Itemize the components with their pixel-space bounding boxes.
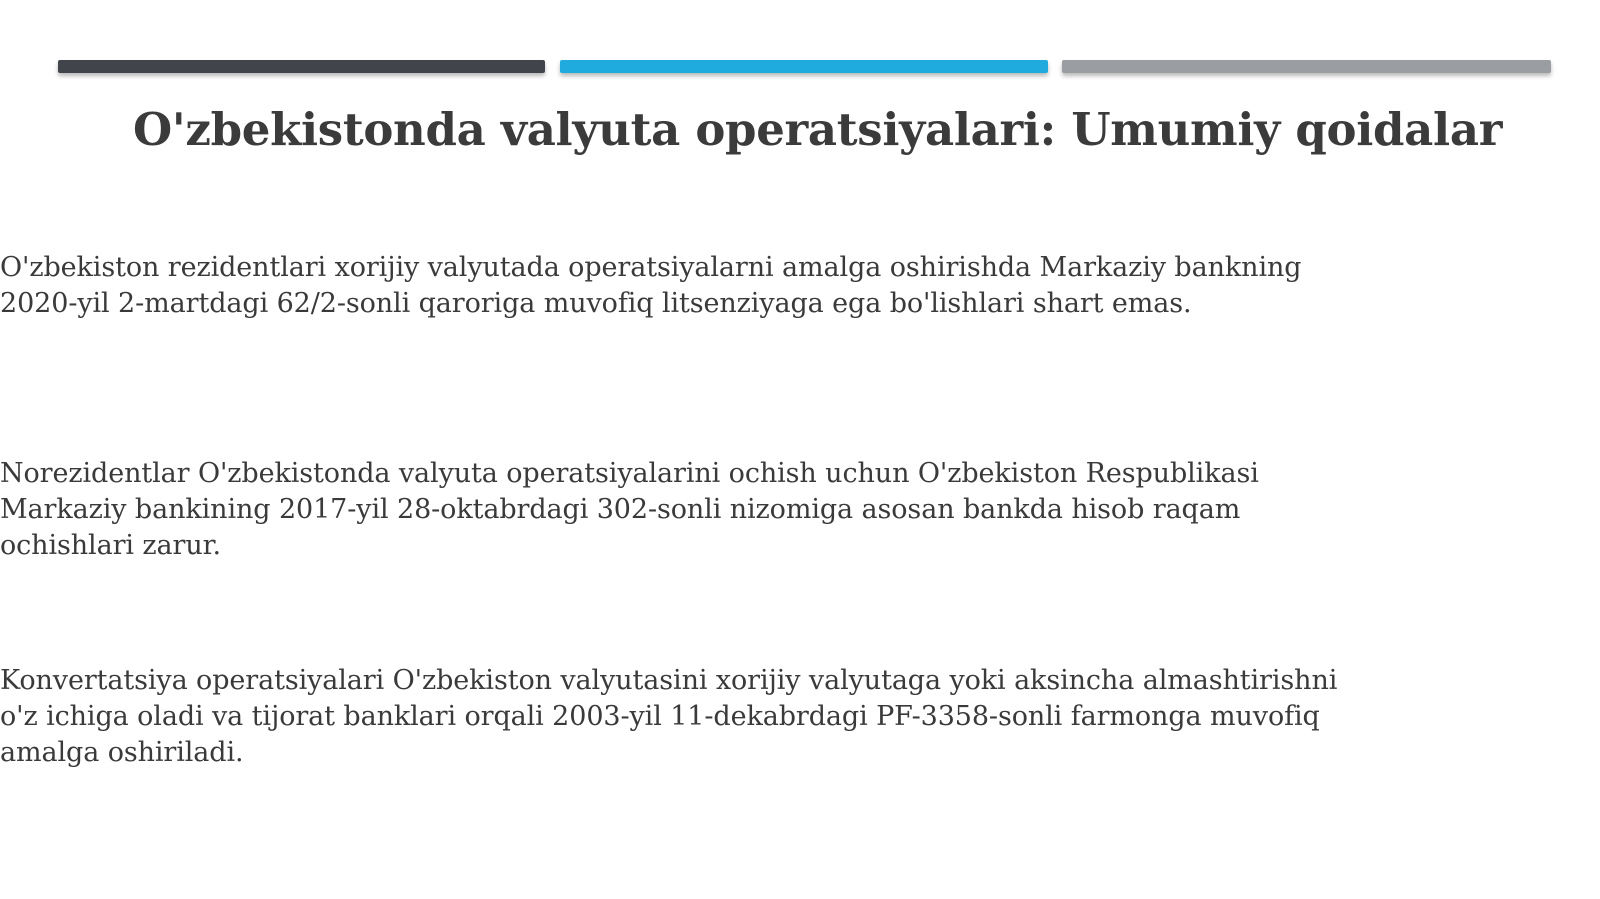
accent-bar-gray [1062,60,1551,73]
slide-title: O'zbekistonda valyuta operatsiyalari: Umumiy qoidalar [133,103,1503,156]
header-accent-bars [58,60,1551,74]
accent-bar-dark [58,60,545,73]
paragraph-conversion: Konvertatsiya operatsiyalari O'zbekiston valyutasini xorijiy valyutaga yoki aksincha almashtirishni o'z ichiga oladi va tijorat banklari orqali 2003-yil 11-dekabrdagi PF-3358-sonli farmonga muvofiq amalga oshiriladi. [0,665,1338,768]
paragraph-nonresidents: Norezidentlar O'zbekistonda valyuta operatsiyalarini ochish uchun O'zbekiston Respublikasi Markaziy bankining 2017-yil 28-oktabrdagi 302-sonli nizomiga asosan bankda hisob raqam ochishlari zarur. [0,458,1259,561]
paragraph-residents: O'zbekiston rezidentlari xorijiy valyutada operatsiyalarni amalga oshirishda Markaziy bankning 2020-yil 2-martdagi 62/2-sonli qaroriga muvofiq litsenziyaga ega bo'lishlari shart emas. [0,252,1302,319]
accent-bar-blue [560,60,1048,73]
